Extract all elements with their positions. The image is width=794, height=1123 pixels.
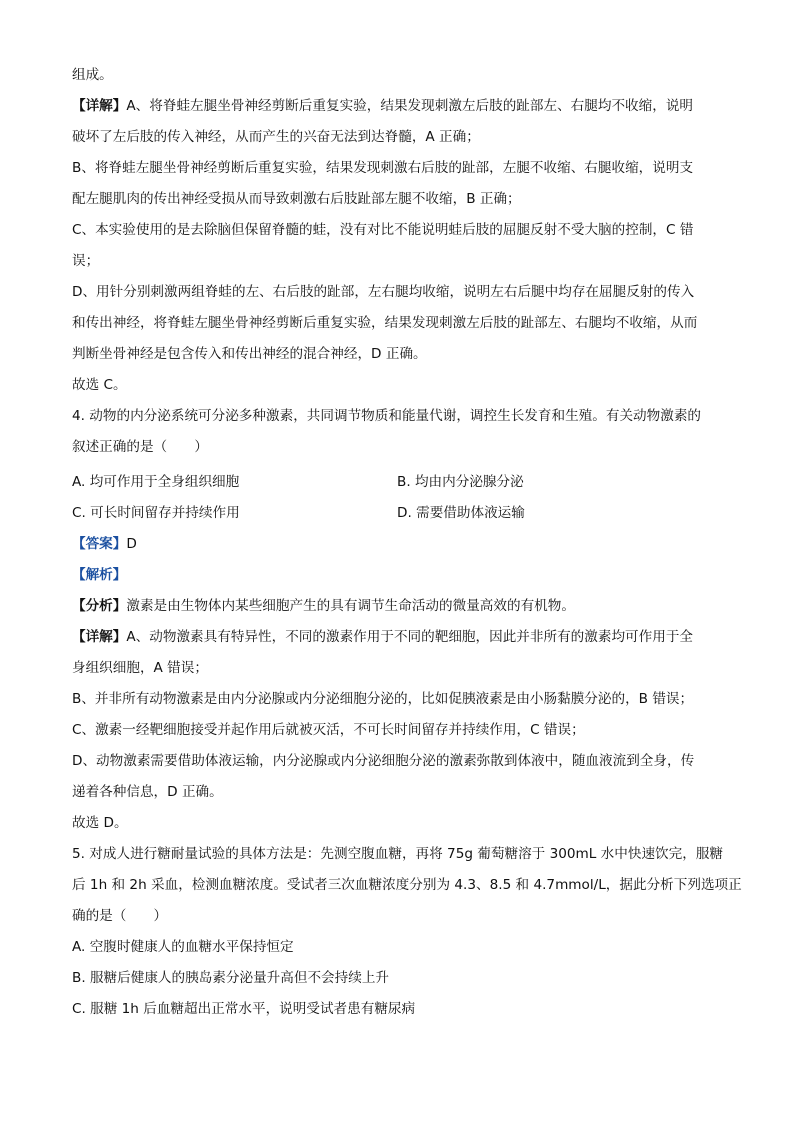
question-4-stem: 叙述正确的是（ ）	[72, 439, 208, 455]
fenxi-line	[72, 595, 732, 626]
option-b: B. 服糖后健康人的胰岛素分泌量升高但不会持续上升	[72, 970, 390, 986]
conclusion: 故选 C。	[72, 377, 127, 393]
text-line: 判断坐骨神经是包含传入和传出神经的混合神经，D 正确。	[72, 346, 427, 362]
question-5-stem: 后 1h 和 2h 采血，检测血糖浓度。受试者三次血糖浓度分别为 4.3、8.5 和 4.7mmol/L，据此分析下列选项正	[72, 877, 742, 893]
text: 激素是由生物体内某些细胞产生的具有调节生命活动的微量高效的有机物。	[126, 598, 575, 614]
text-line: B、并非所有动物激素是由内分泌腺或内分泌细胞分泌的，比如促胰液素是由小肠黏膜分泌的，B 错误；	[72, 691, 694, 707]
detail-line	[72, 95, 732, 126]
text-line: 和传出神经，将脊蛙左腿坐骨神经剪断后重复实验，结果发现刺激左后肢的趾部左、右腿均不收缩，从而	[72, 315, 698, 331]
conclusion: 故选 D。	[72, 815, 128, 831]
text-line: B、将脊蛙左腿坐骨神经剪断后重复实验，结果发现刺激右后肢的趾部，左腿不收缩、右腿收缩，说明支	[72, 160, 694, 176]
question-5-stem: 5. 对成人进行糖耐量试验的具体方法是：先测空腹血糖，再将 75g 葡萄糖溶于 300mL 水中快速饮完，服糖	[72, 846, 724, 862]
detail-line	[72, 626, 732, 657]
text-line: 破坏了左后肢的传入神经，从而产生的兴奋无法到达脊髓，A 正确；	[72, 129, 480, 145]
option-c: C. 服糖 1h 后血糖超出正常水平，说明受试者患有糖尿病	[72, 1001, 416, 1017]
text-line: 配左腿肌肉的传出神经受损从而导致刺激右后肢趾部左腿不收缩，B 正确；	[72, 191, 521, 207]
text-line: 身组织细胞，A 错误；	[72, 660, 208, 676]
option-c: C. 可长时间留存并持续作用	[72, 505, 240, 521]
text-line: 组成。	[72, 67, 113, 83]
text-line: D、用针分别刺激两组脊蛙的左、右后肢的趾部，左右腿均收缩，说明左右后腿中均存在屈腿反射的传入	[72, 284, 695, 300]
answer-tag: 【答案】	[72, 536, 127, 552]
fenxi-tag: 【分析】	[72, 598, 127, 614]
option-a: A. 空腹时健康人的血糖水平保持恒定	[72, 939, 294, 955]
document-page	[72, 64, 742, 1029]
text: A、动物激素具有特异性，不同的激素作用于不同的靶细胞，因此并非所有的激素均可作用于全	[126, 629, 694, 645]
options-row	[72, 471, 732, 502]
text-line: D、动物激素需要借助体液运输，内分泌腺或内分泌细胞分泌的激素弥散到体液中，随血液流到全身，传	[72, 753, 695, 769]
option-a: A. 均可作用于全身组织细胞	[72, 474, 240, 490]
answer: D	[126, 536, 137, 552]
option-d: D. 需要借助体液运输	[397, 505, 525, 521]
question-4-stem: 4. 动物的内分泌系统可分泌多种激素，共同调节物质和能量代谢，调控生长发育和生殖。有关动物激素的	[72, 408, 702, 424]
detail-tag: 【详解】	[72, 629, 127, 645]
text-line: C、激素一经靶细胞接受并起作用后就被灭活，不可长时间留存并持续作用，C 错误；	[72, 722, 585, 738]
option-b: B. 均由内分泌腺分泌	[397, 474, 524, 490]
text-line: C、本实验使用的是去除脑但保留脊髓的蛙，没有对比不能说明蛙后肢的屈腿反射不受大脑的控制，C 错	[72, 222, 694, 238]
text-line: 误；	[72, 253, 100, 269]
analysis-line	[72, 564, 732, 595]
question-5-stem: 确的是（ ）	[72, 908, 168, 924]
options-row	[72, 502, 732, 533]
text: A、将脊蛙左腿坐骨神经剪断后重复实验，结果发现刺激左后肢的趾部左、右腿均不收缩，说明	[126, 98, 694, 114]
answer-line	[72, 533, 732, 564]
detail-tag: 【详解】	[72, 98, 127, 114]
text-line: 递着各种信息，D 正确。	[72, 784, 223, 800]
analysis-tag: 【解析】	[72, 567, 127, 583]
